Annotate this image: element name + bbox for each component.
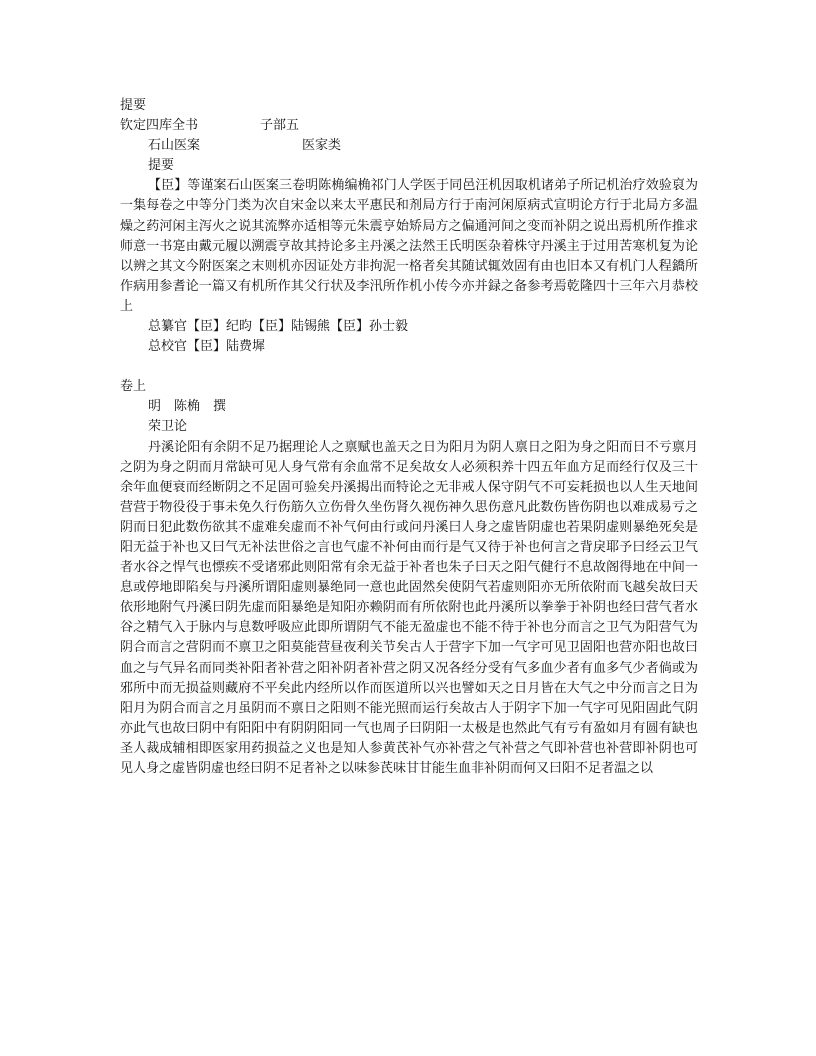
book-title: 石山医案 [148, 138, 201, 154]
author-line: 明 陈桷 撰 [148, 399, 227, 415]
document-page [120, 96, 698, 779]
chapter-title: 荣卫论 [148, 419, 188, 435]
series-title: 钦定四库全书 [120, 118, 199, 134]
category-title: 医家类 [302, 138, 342, 154]
book-line [120, 136, 698, 156]
section-gap [120, 357, 698, 377]
series-line [120, 116, 698, 136]
tiyao-heading: 提要 [120, 98, 147, 113]
body-paragraph: 丹溪论阳有余阴不足乃据理论人之禀赋也盖天之日为阳月为阴人禀日之阳为身之阳而日不亏禀月之阴为身之阴而月常缺可见人身气常有余血常不足矣故女人必须积养十四五年血方足而经行仅及三十余年血便衰而经断阴之不足固可验矣丹溪揭出而特论之无非戒人保守阴气不可妄耗损也以人生天地间营营于物役役于事未免久行伤筋久立伤骨久坐伤肾久视伤神久思伤意凡此数伤皆伤阴也以难成易亏之阴而日犯此数伤欲其不虚难矣虚而不补气何由行或问丹溪曰人身之虚皆阴虚也若果阴虚则暴绝死矣是阳无益于补也又曰气无补法世俗之言也气虚不补何由而行是气又待于补也何言之背戾耶予曰经云卫气者水谷之悍气也慓疾不受诸邪此则阳常有余无益于补者也朱子曰天之阳气健行不息故阁得地在中间一息或停地即陷矣与丹溪所谓阳虚则暴绝同一意也此固然矣使阴气若虚则阳亦无所依附而飞越矣故曰天依形地附气丹溪曰阴先虚而阳暴绝是知阳亦赖阴而有所依附也此丹溪所以拳拳于补阴也经曰营气者水谷之精气入于脉内与息数呼吸应此即所谓阴气不能无盈虚也不能不待于补也分而言之卫气为阳营气为阴合而言之营阴而不禀卫之阳莫能营昼夜利关节矣古人于营字下加一气字可见卫固阳也营亦阳也故曰血之与气异名而同类补阳者补营之阳补阴者补营之阴又况各经分受有气多血少者有血多气少者倘或为邪所中而无损益则藏府不平矣此内经所以作而医道所以兴也譬如天之日月皆在大气之中分而言之日为阳月为阴合而言之月虽阴而不禀日之阳则不能光照而运行矣故古人于阴字下加一气字可见阳固此气阴亦此气也故曰阴中有阳阳中有阴阴阳同一气也周子曰阴阳一太极是也然此气有亏有盈如月有圆有缺也圣人裁成辅相即医家用药损益之义也是知人参黄芪补气亦补营之气补营之气即补营也补营即补阴也可见人身之虚皆阴虚也经曰阴不足者补之以味参芪味甘甘能生血非补阴而何又曰阳不足者温之以 [120, 439, 698, 776]
editor-line-1: 总纂官【臣】纪昀【臣】陆锡熊【臣】孙士毅 [148, 319, 409, 335]
summary-paragraph: 【臣】等谨案石山医案三卷明陈桷编桷祁门人学医于同邑汪机因取机诸弟子所记机治疗效验裒为一集每卷之中等分门类为次自宋金以来太平惠民和剂局方行于南河闲原病式宣明论方行于北局方多温燥之药河闲主泻火之说其流弊亦适相等元朱震亨始矫局方之偏通河间之变而补阴之说出焉机所作推求师意一书寔由戴元履以溯震亨故其持论多主丹溪之法然王氏明医杂着株守丹溪主于过用苦寒机复为论以辨之其文今附医案之末则机亦因证处方非拘泥一格者矣其随试辄效固有由也旧本又有机门人程鐈所作病用参耆论一篇又有机所作其父行状及李汛所作机小传今亦并録之备参考焉乾隆四十三年六月恭校上 [120, 178, 698, 314]
sub-heading: 提要 [148, 158, 175, 174]
section-title: 子部五 [260, 118, 300, 134]
editor-line-2: 总校官【臣】陆费墀 [148, 339, 266, 355]
volume-heading: 卷上 [120, 379, 147, 395]
